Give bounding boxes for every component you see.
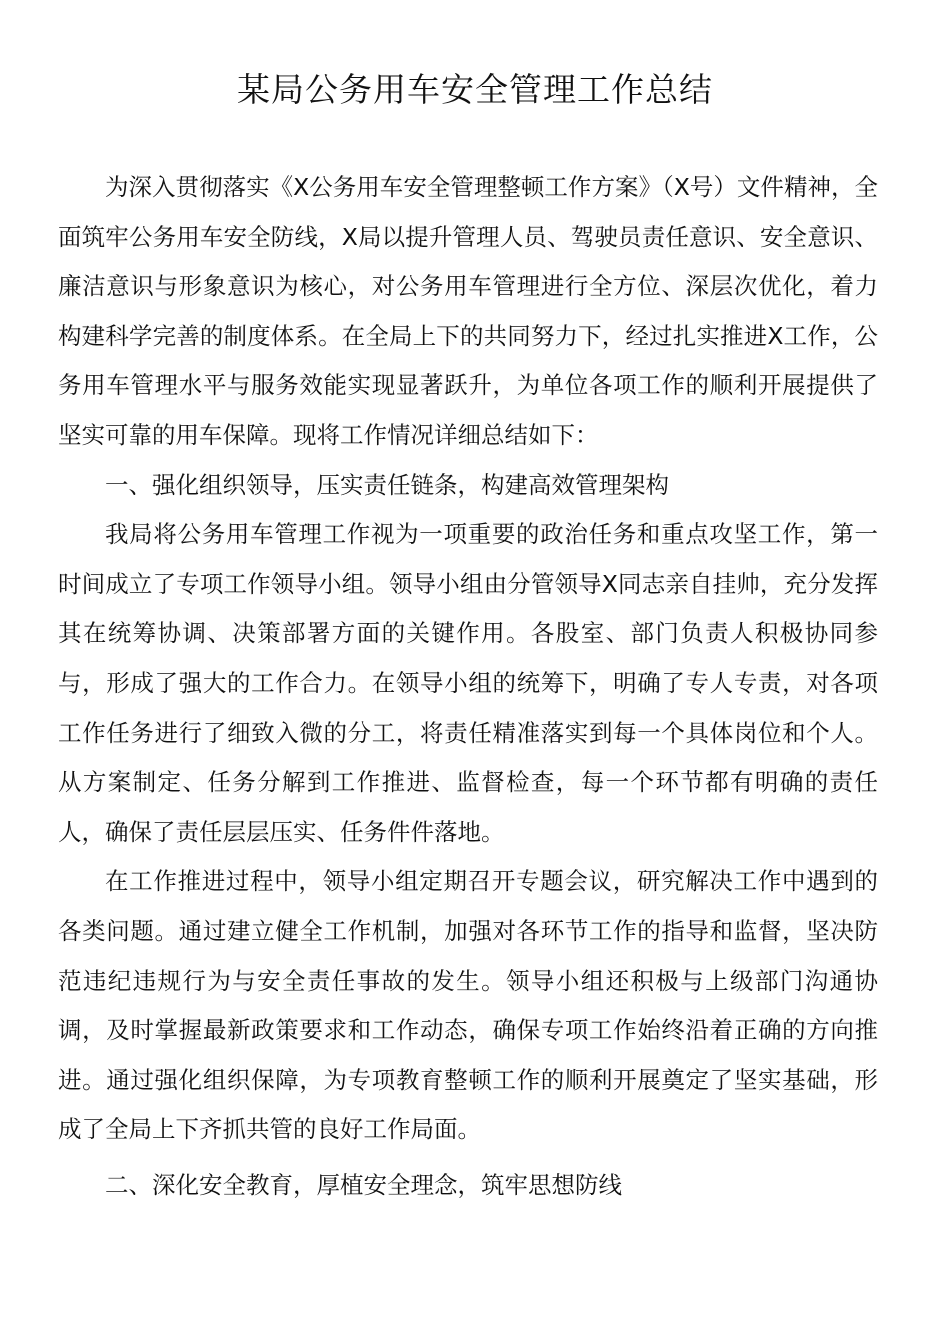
section-1-paragraph-2: 在工作推进过程中，领导小组定期召开专题会议，研究解决工作中遇到的各类问题。通过建立健全工作机制，加强对各环节工作的指导和监督，坚决防范违纪违规行为与安全责任事故的发生。领导小组还积极与上级部门沟通协调，及时掌握最新政策要求和工作动态，确保专项工作始终沿着正确的方向推进。通过强化组织保障，为专项教育整顿工作的顺利开展奠定了坚实基础，形成了全局上下齐抓共管的良好工作局面。: [58, 867, 878, 1144]
section-1-heading: 一、强化组织领导，压实责任链条，构建高效管理架构: [105, 470, 669, 499]
document-body: [58, 163, 878, 1210]
document-title: 某局公务用车安全管理工作总结: [237, 70, 713, 109]
section-2-heading: 二、深化安全教育，厚植安全理念，筑牢思想防线: [105, 1170, 622, 1199]
intro-paragraph: 为深入贯彻落实《X公务用车安全管理整顿工作方案》（X号）文件精神，全面筑牢公务用车安全防线，X局以提升管理人员、驾驶员责任意识、安全意识、廉洁意识与形象意识为核心，对公务用车管理进行全方位、深层次优化，着力构建科学完善的制度体系。在全局上下的共同努力下，经过扎实推进X工作，公务用车管理水平与服务效能实现显著跃升，为单位各项工作的顺利开展提供了坚实可靠的用车保障。现将工作情况详细总结如下：: [58, 173, 878, 449]
section-1-paragraph-1: 我局将公务用车管理工作视为一项重要的政治任务和重点攻坚工作，第一时间成立了专项工作领导小组。领导小组由分管领导X同志亲自挂帅，充分发挥其在统筹协调、决策部署方面的关键作用。各股室、部门负责人积极协同参与，形成了强大的工作合力。在领导小组的统筹下，明确了专人专责，对各项工作任务进行了细致入微的分工，将责任精准落实到每一个具体岗位和个人。从方案制定、任务分解到工作推进、监督检查，每一个环节都有明确的责任人，确保了责任层层压实、任务件件落地。: [58, 520, 878, 846]
